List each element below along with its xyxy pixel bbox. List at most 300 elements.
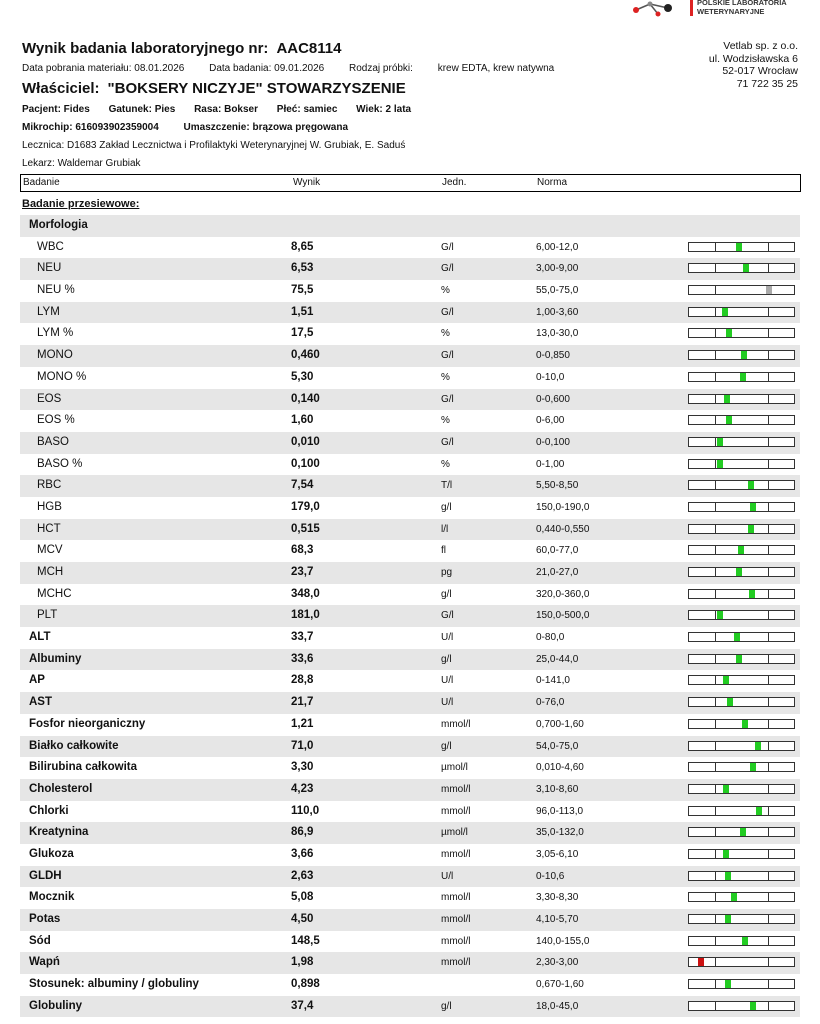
range-gauge [688, 502, 795, 512]
table-row [20, 410, 800, 432]
patient-sex: Płeć: samiec [276, 104, 338, 115]
table-row [20, 866, 800, 888]
test-unit: % [441, 371, 450, 383]
range-marker [742, 720, 748, 728]
range-low-tick [715, 893, 716, 901]
test-unit: g/l [441, 501, 452, 513]
range-gauge [688, 719, 795, 729]
patient-age: Wiek: 2 lata [356, 104, 412, 115]
test-result: 5,30 [291, 370, 314, 383]
range-gauge [688, 741, 795, 751]
test-name: Bilirubina całkowita [29, 761, 137, 774]
range-low-tick [715, 503, 716, 511]
table-row [20, 345, 800, 367]
range-marker [748, 481, 754, 489]
test-result: 8,65 [291, 240, 314, 253]
test-result: 33,6 [291, 652, 314, 665]
test-unit: T/l [441, 480, 453, 492]
range-low-tick [715, 395, 716, 403]
test-result: 23,7 [291, 566, 314, 578]
collection-date: Data pobrania materiału: 08.01.2026 [22, 63, 185, 74]
test-date: Data badania: 09.01.2026 [209, 63, 325, 74]
test-name: AP [29, 674, 45, 687]
test-name: LYM [37, 305, 60, 318]
test-unit: µmol/l [441, 827, 468, 839]
test-norm: 0-1,00 [536, 458, 565, 470]
test-name: Białko całkowite [29, 739, 119, 752]
range-low-tick [715, 742, 716, 750]
test-name: Sód [29, 934, 51, 947]
table-row [20, 931, 800, 953]
range-low-tick [715, 980, 716, 988]
range-high-tick [768, 438, 769, 446]
range-gauge [688, 350, 795, 360]
range-gauge [688, 242, 795, 252]
test-result: 2,63 [291, 869, 314, 882]
test-unit: G/l [441, 241, 454, 253]
logo-line-2: WETERYNARYJNE [697, 7, 765, 16]
range-low-tick [715, 763, 716, 771]
range-high-tick [768, 655, 769, 663]
range-gauge [688, 545, 795, 555]
test-name: ALT [29, 631, 51, 644]
test-norm: 0,670-1,60 [536, 979, 584, 991]
test-unit: l/l [441, 523, 449, 535]
test-norm: 55,0-75,0 [536, 285, 579, 297]
range-low-tick [715, 1002, 716, 1010]
test-name: AST [29, 696, 52, 709]
range-low-tick [715, 655, 716, 663]
test-result: 0,010 [291, 435, 320, 448]
range-gauge [688, 437, 795, 447]
table-row [20, 605, 800, 627]
test-unit: % [441, 415, 450, 427]
test-unit: G/l [441, 306, 454, 318]
range-marker [723, 785, 729, 793]
range-low-tick [715, 720, 716, 728]
range-high-tick [768, 676, 769, 684]
range-low-tick [715, 568, 716, 576]
range-high-tick [768, 742, 769, 750]
test-name: NEU % [37, 284, 75, 297]
test-norm: 0-0,100 [536, 436, 570, 448]
range-high-tick [768, 828, 769, 836]
range-gauge [688, 936, 795, 946]
test-result: 4,50 [291, 913, 314, 925]
test-norm: 0-80,0 [536, 632, 565, 644]
range-high-tick [768, 373, 769, 381]
range-high-tick [768, 850, 769, 858]
test-name: Wapń [29, 956, 60, 969]
test-norm: 13,0-30,0 [536, 328, 579, 340]
range-low-tick [715, 633, 716, 641]
test-norm: 25,0-44,0 [536, 653, 579, 665]
test-norm: 0,700-1,60 [536, 718, 584, 730]
table-row [20, 237, 800, 259]
range-high-tick [768, 872, 769, 880]
test-norm: 0-6,00 [536, 415, 565, 427]
test-norm: 0-141,0 [536, 675, 570, 687]
table-row [20, 389, 800, 411]
header-norm: Norma [537, 177, 568, 188]
test-name: Fosfor nieorganiczny [29, 717, 146, 730]
test-result: 37,4 [291, 999, 314, 1012]
range-high-tick [768, 958, 769, 966]
range-high-tick [768, 416, 769, 424]
dates-line [22, 63, 576, 74]
lab-phone: 71 722 35 25 [736, 77, 798, 90]
coat-color: Umaszczenie: brązowa pręgowana [183, 122, 349, 133]
patient-breed: Rasa: Bokser [194, 104, 258, 115]
range-high-tick [768, 763, 769, 771]
range-low-tick [715, 807, 716, 815]
header-unit: Jedn. [442, 177, 467, 188]
range-low-tick [715, 785, 716, 793]
test-unit: g/l [441, 740, 452, 752]
range-high-tick [768, 1002, 769, 1010]
test-unit: mmol/l [441, 805, 471, 817]
table-row [20, 519, 800, 541]
test-result: 148,5 [291, 934, 320, 947]
range-low-tick [715, 308, 716, 316]
test-unit: g/l [441, 1000, 452, 1012]
test-norm: 0-10,0 [536, 371, 565, 383]
test-result: 1,21 [291, 717, 314, 730]
range-high-tick [768, 611, 769, 619]
table-row [20, 822, 800, 844]
range-gauge [688, 610, 795, 620]
table-row [20, 432, 800, 454]
table-header [20, 174, 801, 192]
test-result: 5,08 [291, 891, 314, 904]
test-norm: 3,00-9,00 [536, 263, 579, 275]
range-high-tick [768, 329, 769, 337]
range-low-tick [715, 416, 716, 424]
range-gauge [688, 675, 795, 685]
range-gauge [688, 979, 795, 989]
test-norm: 0,010-4,60 [536, 762, 584, 774]
test-unit: mmol/l [441, 848, 471, 860]
test-result: 110,0 [291, 804, 320, 817]
table-row [20, 974, 800, 996]
range-gauge [688, 394, 795, 404]
range-marker [766, 286, 772, 294]
table-row [20, 302, 800, 324]
test-result: 33,7 [291, 631, 314, 644]
test-norm: 0-0,600 [536, 393, 570, 405]
report-title-label: Wynik badania laboratoryjnego nr: [22, 40, 269, 57]
range-high-tick [768, 460, 769, 468]
range-marker [698, 958, 704, 966]
test-result: 1,60 [291, 414, 314, 427]
range-high-tick [768, 590, 769, 598]
test-norm: 18,0-45,0 [536, 1000, 579, 1012]
range-gauge [688, 632, 795, 642]
test-result: 179,0 [291, 500, 320, 513]
test-name: Cholesterol [29, 782, 93, 795]
report-title [22, 40, 341, 57]
range-marker [725, 872, 731, 880]
test-unit: mmol/l [441, 892, 471, 904]
test-name: MCH [37, 566, 64, 578]
test-name: Glukoza [29, 847, 74, 860]
test-unit: mmol/l [441, 914, 471, 925]
range-gauge [688, 806, 795, 816]
patient-species: Gatunek: Pies [108, 104, 176, 115]
range-marker [717, 611, 723, 619]
range-low-tick [715, 850, 716, 858]
range-high-tick [768, 915, 769, 923]
test-name: LYM % [37, 327, 74, 340]
range-gauge [688, 914, 795, 924]
range-high-tick [768, 937, 769, 945]
test-norm: 2,30-3,00 [536, 957, 579, 969]
range-gauge [688, 567, 795, 577]
table-row [20, 714, 800, 736]
range-marker [726, 329, 732, 337]
range-gauge [688, 285, 795, 295]
table-row [20, 649, 800, 671]
test-result: 21,7 [291, 696, 314, 709]
range-high-tick [768, 525, 769, 533]
range-marker [723, 676, 729, 684]
test-name: NEU [37, 262, 62, 275]
test-result: 1,51 [291, 305, 314, 318]
range-marker [736, 243, 742, 251]
test-result: 0,460 [291, 349, 320, 362]
table-row [20, 909, 800, 931]
header-test: Badanie [23, 177, 60, 188]
range-high-tick [768, 243, 769, 251]
test-unit: % [441, 328, 450, 340]
table-row [20, 540, 800, 562]
range-marker [741, 351, 747, 359]
test-result: 6,53 [291, 262, 314, 275]
test-result: 68,3 [291, 544, 314, 557]
test-result: 17,5 [291, 327, 314, 340]
test-result: 3,30 [291, 761, 314, 774]
owner-line [22, 80, 406, 97]
test-name: HCT [37, 522, 61, 535]
test-norm: 0,440-0,550 [536, 523, 590, 535]
range-low-tick [715, 460, 716, 468]
test-norm: 320,0-360,0 [536, 588, 590, 600]
test-norm: 140,0-155,0 [536, 935, 590, 947]
test-result: 0,898 [291, 978, 320, 991]
table-row [20, 258, 800, 280]
table-row [20, 367, 800, 389]
range-high-tick [768, 698, 769, 706]
range-high-tick [768, 351, 769, 359]
test-norm: 150,0-500,0 [536, 610, 590, 622]
test-name: MCHC [37, 587, 72, 600]
table-row [20, 670, 800, 692]
test-unit: G/l [441, 350, 454, 362]
test-name: EOS [37, 392, 62, 405]
lab-address [709, 40, 798, 90]
test-unit: U/l [441, 870, 454, 882]
test-unit: % [441, 458, 450, 470]
range-high-tick [768, 308, 769, 316]
table-row [20, 584, 800, 606]
test-name: Morfologia [29, 219, 88, 231]
test-name: GLDH [29, 869, 62, 882]
range-high-tick [768, 980, 769, 988]
range-gauge [688, 263, 795, 273]
range-marker [723, 850, 729, 858]
logo-line-1: POLSKIE LABORATORIA [697, 0, 787, 7]
doctor: Lekarz: Waldemar Grubiak [22, 158, 141, 169]
range-marker [743, 264, 749, 272]
molecule-logo-icon [630, 0, 682, 18]
range-low-tick [715, 590, 716, 598]
test-unit: mmol/l [441, 957, 471, 969]
test-norm: 35,0-132,0 [536, 827, 584, 839]
logo-text [690, 0, 787, 16]
range-gauge [688, 697, 795, 707]
test-name: BASO [37, 435, 69, 448]
range-low-tick [715, 438, 716, 446]
range-low-tick [715, 481, 716, 489]
range-low-tick [715, 525, 716, 533]
range-marker [724, 395, 730, 403]
test-unit: mmol/l [441, 935, 471, 947]
range-marker [756, 807, 762, 815]
test-unit: G/l [441, 610, 454, 622]
range-marker [717, 460, 723, 468]
range-marker [740, 828, 746, 836]
test-norm: 1,00-3,60 [536, 306, 579, 318]
range-marker [734, 633, 740, 641]
table-row [20, 475, 800, 497]
test-result: 348,0 [291, 587, 320, 600]
range-gauge [688, 892, 795, 902]
table-row [20, 562, 800, 584]
test-unit: G/l [441, 393, 454, 405]
range-marker [726, 416, 732, 424]
range-marker [750, 503, 756, 511]
range-low-tick [715, 698, 716, 706]
test-unit: pg [441, 567, 453, 578]
range-marker [742, 937, 748, 945]
results-table [20, 215, 800, 1017]
table-row [20, 801, 800, 823]
range-gauge [688, 328, 795, 338]
test-unit: µmol/l [441, 762, 468, 774]
test-name: PLT [37, 609, 58, 622]
clinic: Lecznica: D1683 Zakład Lecznictwa i Profilaktyki Weterynaryjnej W. Grubiak, E. Saduś [22, 140, 406, 151]
range-gauge [688, 762, 795, 772]
test-norm: 0-0,850 [536, 350, 570, 362]
table-row [20, 627, 800, 649]
range-gauge [688, 480, 795, 490]
group-row [20, 215, 800, 237]
range-high-tick [768, 807, 769, 815]
range-marker [740, 373, 746, 381]
range-high-tick [768, 264, 769, 272]
test-name: WBC [37, 240, 64, 253]
owner-name: "BOKSERY NICZYJE" STOWARZYSZENIE [107, 80, 406, 97]
report-number: AAC8114 [276, 40, 342, 57]
sample-type: krew EDTA, krew natywna [437, 63, 555, 74]
range-high-tick [768, 481, 769, 489]
lab-logo [630, 0, 810, 20]
range-low-tick [715, 958, 716, 966]
test-norm: 3,05-6,10 [536, 848, 579, 860]
test-result: 0,140 [291, 392, 320, 405]
test-unit: mmol/l [441, 718, 471, 730]
range-high-tick [768, 503, 769, 511]
range-marker [731, 893, 737, 901]
test-unit: g/l [441, 588, 452, 600]
range-marker [717, 438, 723, 446]
test-unit: G/l [441, 436, 454, 448]
test-name: Mocznik [29, 891, 75, 904]
table-row [20, 996, 800, 1018]
range-high-tick [768, 546, 769, 554]
lab-name: Vetlab sp. z o.o. [723, 40, 798, 52]
test-name: Chlorki [29, 804, 69, 817]
range-low-tick [715, 373, 716, 381]
test-result: 0,515 [291, 522, 320, 535]
test-unit: g/l [441, 653, 452, 665]
range-gauge [688, 849, 795, 859]
range-gauge [688, 827, 795, 837]
test-unit: G/l [441, 263, 454, 275]
table-row [20, 844, 800, 866]
range-marker [736, 655, 742, 663]
test-name: Kreatynina [29, 826, 89, 839]
table-row [20, 779, 800, 801]
owner-label: Właściciel: [22, 80, 100, 97]
range-low-tick [715, 676, 716, 684]
test-norm: 0-10,6 [536, 870, 565, 882]
test-result: 3,66 [291, 847, 314, 860]
patient-name: Pacjent: Fides [22, 104, 90, 115]
test-name: Stosunek: albuminy / globuliny [29, 978, 199, 991]
test-norm: 54,0-75,0 [536, 740, 579, 752]
test-norm: 6,00-12,0 [536, 241, 579, 253]
microchip-line [22, 122, 370, 133]
test-norm: 3,10-8,60 [536, 783, 579, 795]
table-row [20, 454, 800, 476]
range-low-tick [715, 243, 716, 251]
range-marker [738, 546, 744, 554]
table-row [20, 497, 800, 519]
range-low-tick [715, 828, 716, 836]
range-low-tick [715, 546, 716, 554]
range-high-tick [768, 785, 769, 793]
range-marker [749, 590, 755, 598]
test-name: MONO [37, 349, 73, 362]
range-gauge [688, 589, 795, 599]
range-marker [727, 698, 733, 706]
range-gauge [688, 524, 795, 534]
range-high-tick [768, 395, 769, 403]
test-name: Globuliny [29, 999, 83, 1012]
test-unit: fl [441, 545, 446, 557]
range-marker [736, 568, 742, 576]
range-gauge [688, 654, 795, 664]
range-gauge [688, 784, 795, 794]
range-high-tick [768, 893, 769, 901]
header-result: Wynik [293, 177, 321, 188]
test-result: 86,9 [291, 826, 314, 839]
test-result: 28,8 [291, 674, 314, 687]
table-row [20, 736, 800, 758]
test-unit: U/l [441, 697, 454, 709]
test-result: 4,23 [291, 782, 314, 795]
